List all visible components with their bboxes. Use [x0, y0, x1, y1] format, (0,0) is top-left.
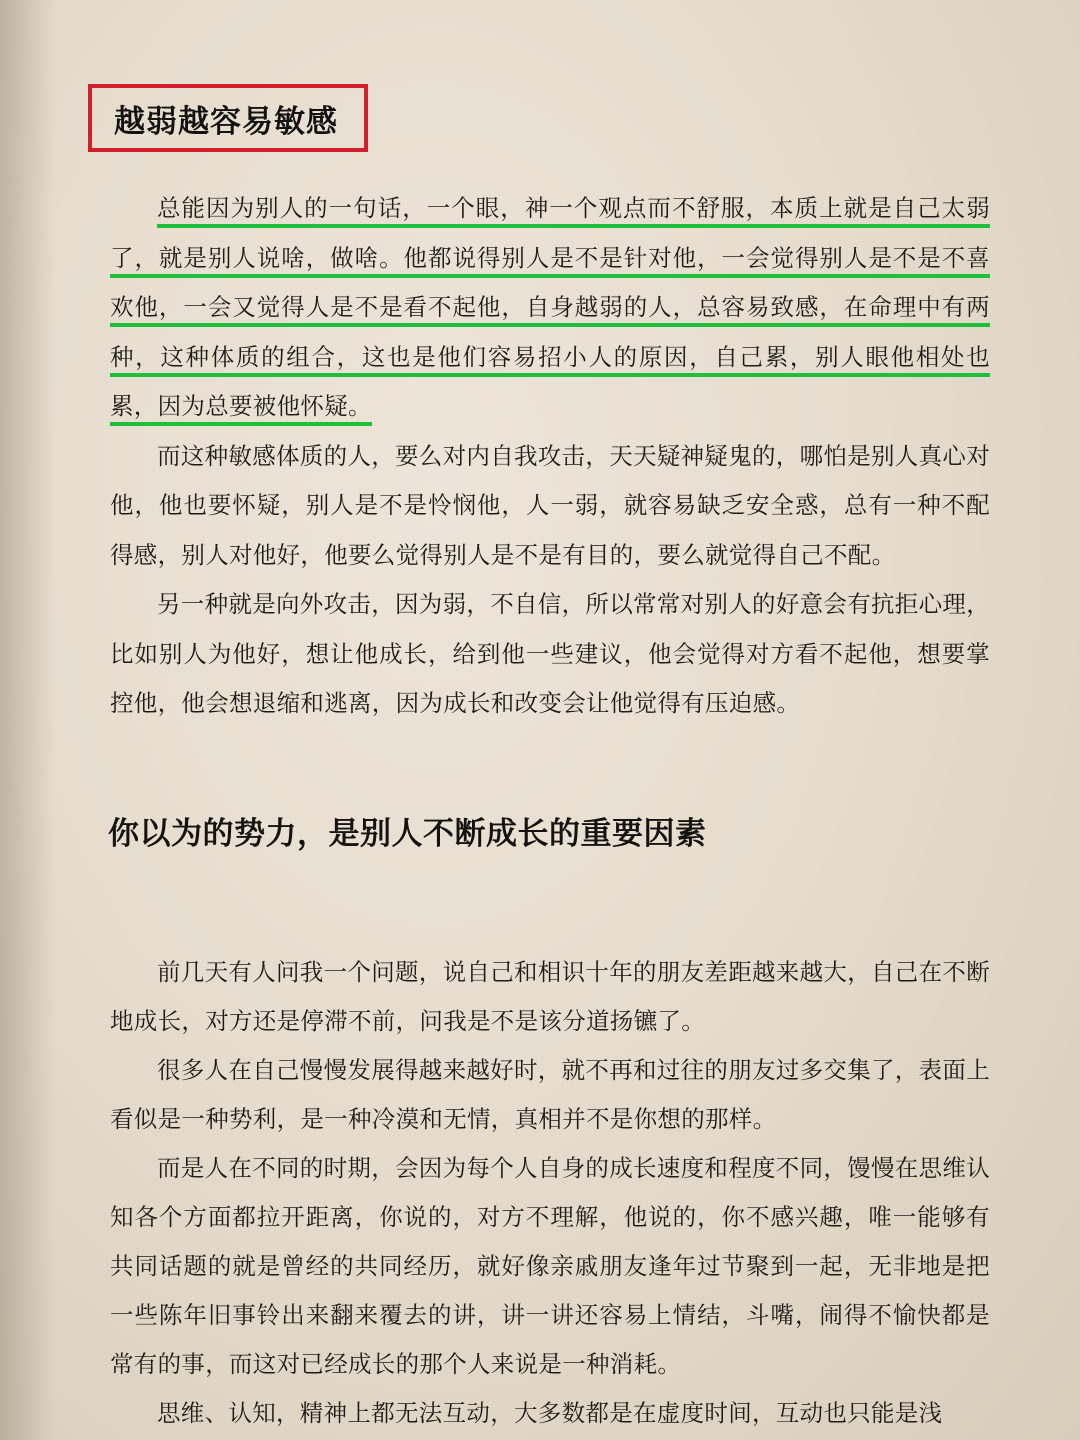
- section1-heading-box: [88, 84, 368, 152]
- underlined-text: 总能因为别人的一句话，一个眼，神一个观点而不舒服，本质上就是自己太弱了，就是别人说啥，做啥。他都说得别人是不是针对他，一会觉得别人是不是不喜欢他，一会又觉得人是不是看不起他，自身越弱的人，总容易致感，在命理中有两种，这种体质的组合，这也是他们容易招小人的原因，自己累，别人眼他相处也累，因为总要被他怀疑。: [110, 194, 990, 426]
- page-gutter-shadow: [0, 0, 56, 1440]
- section1-heading: 越弱越容易敏感: [114, 103, 338, 140]
- section1-paragraph-1-highlighted: [110, 184, 990, 432]
- section1-body: [110, 184, 990, 729]
- section2-paragraph-1: 前几天有人问我一个问题，说自己和相识十年的朋友差距越来越大，自己在不断地成长，对方还是停滞不前，问我是不是该分道扬镳了。: [110, 958, 990, 1035]
- section2-paragraph-2: 很多人在自己慢慢发展得越来越好时，就不再和过往的朋友过多交集了，表面上看似是一种势利，是一种冷漠和无情，真相并不是你想的那样。: [110, 1056, 990, 1133]
- section1-paragraph-2: 而这种敏感体质的人，要么对内自我攻击，天天疑神疑鬼的，哪怕是别人真心对他，他也要怀疑，别人是不是怜悯他，人一弱，就容易缺乏安全惑，总有一种不配得感，别人对他好，他要么觉得别人是不是有目的，要么就觉得自己不配。: [110, 441, 990, 569]
- section2-heading: 你以为的势力，是别人不断成长的重要因素: [108, 816, 707, 852]
- section1-paragraph-3: 另一种就是向外攻击，因为弱，不自信，所以常常对别人的好意会有抗拒心理，比如别人为他好，想让他成长，给到他一些建议，他会觉得对方看不起他，想要掌控他，他会想退缩和逃离，因为成长和改变会让他觉得有压迫感。: [110, 590, 990, 717]
- section2-paragraph-3: 而是人在不同的时期，会因为每个人自身的成长速度和程度不同，馒慢在思维认知各个方面都拉开距离，你说的，对方不理解，他说的，你不感兴趣，唯一能够有共同话题的就是曾经的共同经历，就好像亲戚朋友逢年过节聚到一起，无非地是把一些陈年旧事铃出来翻来覆去的讲，讲一讲还容易上情结，斗嘴，闹得不愉快都是常有的事，而这对已经成长的那个人来说是一种消耗。: [110, 1154, 990, 1378]
- section2-body: [110, 948, 990, 1438]
- section2-paragraph-4: 思维、认知，精神上都无法互动，大多数都是在虚度时间，互动也只能是浅: [157, 1399, 943, 1427]
